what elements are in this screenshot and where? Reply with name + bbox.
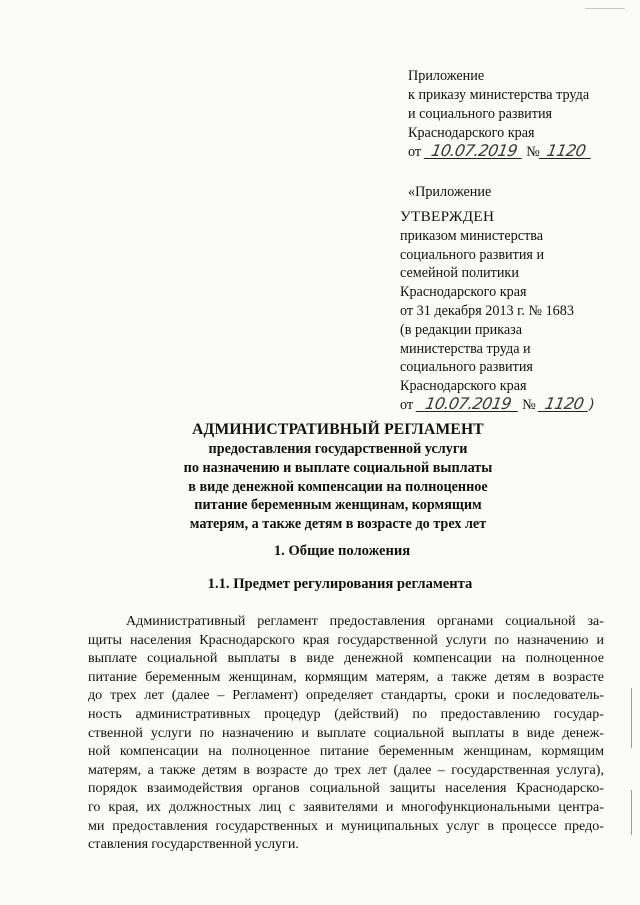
handwritten-date: 10.07.2019 [415,397,520,412]
paragraph-line: Административный регламент предоставления органами социальной за- [126,613,604,629]
closing-paren: ) [589,396,595,413]
date-prefix: от [400,396,414,413]
paragraph-line: ставления государственной услуги. [88,836,299,853]
paragraph-line: порядок взаимодействия органов социальной защиты населения Краснодарско- [88,780,604,797]
section-heading: 1. Общие положения [273,543,411,559]
title-main: АДМИНИСТРАТИВНЫЙ РЕГЛАМЕНТ [192,421,484,438]
annex-line: и социального развития [408,106,553,122]
approved-heading: УТВЕРЖДЕН [400,208,495,225]
paragraph-line: питание беременным женщинам, кормящим матерям, а также детям в возрасте [88,668,604,685]
paragraph-line: матерям, а также детям в возрасте до трех лет (далее – государственная услуга), [88,761,604,778]
approval-line: (в редакции приказа [400,321,523,338]
annex-line: к приказу министерства труда [408,87,590,103]
scan-artifact-top [585,8,625,9]
approval-line: приказом министерства [400,227,544,244]
annex-title: Приложение [408,68,485,84]
date-prefix: от [408,144,422,160]
annex-quote-title: «Приложение [408,184,492,200]
title-line: предоставления государственной услуги [208,441,468,457]
paragraph-line: го края, их должностных лиц с заявителями и многофункциональными центра- [88,798,604,815]
approval-line: от 31 декабря 2013 г. № 1683 [400,302,574,319]
approval-line: Краснодарского края [400,284,527,301]
title-line: в виде денежной компенсации на полноценное [188,478,488,495]
paragraph-line: ми предоставления государственных и муниципальных услуг в процессе предо- [88,817,604,834]
scan-artifact-edge [631,688,632,748]
subsection-heading: 1.1. Предмет регулирования регламента [207,576,473,592]
paragraph-line: до трех лет (далее – Регламент) определяет стандарты, сроки и последователь- [88,687,604,704]
approval-block [400,208,635,415]
body-paragraph [88,612,604,854]
title-line: матерям, а также детям в возрасте до трех лет [189,516,487,533]
number-sign: № [526,144,540,160]
annex-date-line [408,143,633,162]
handwritten-number: 1120 [538,144,593,159]
approval-line: семейной политики [400,265,519,282]
approval-line: министерства труда и [400,340,531,357]
paragraph-line: ность административных процедур (действий) по предоставлению государ- [88,705,604,722]
approval-line: Краснодарского края [400,378,527,395]
approval-line: социального развития и [400,246,545,263]
title-line: по назначению и выплате социальной выплаты [183,459,493,476]
document-title [0,420,640,534]
number-sign: № [522,396,536,413]
paragraph-line: выплате социальной выплаты в виде денежной компенсации на полноценное [88,650,604,667]
paragraph-line: ственной услуги по назначению и выплате социальной выплаты в виде денеж- [88,724,604,741]
handwritten-number: 1120 [538,397,591,412]
annex-block [408,67,633,202]
scan-artifact-edge [631,790,632,835]
handwritten-date: 10.07.2019 [423,144,524,159]
annex-line: Краснодарского края [408,125,535,141]
approval-date-line [400,393,635,415]
title-line: питание беременным женщинам, кормящим [194,497,482,514]
approval-line: социального развития [400,359,533,376]
paragraph-line: ной компенсации на полноценное питание беременным женщинам, кормящим [88,743,604,760]
paragraph-line: щиты населения Краснодарского края государственной услуги по назначению и [88,631,604,648]
